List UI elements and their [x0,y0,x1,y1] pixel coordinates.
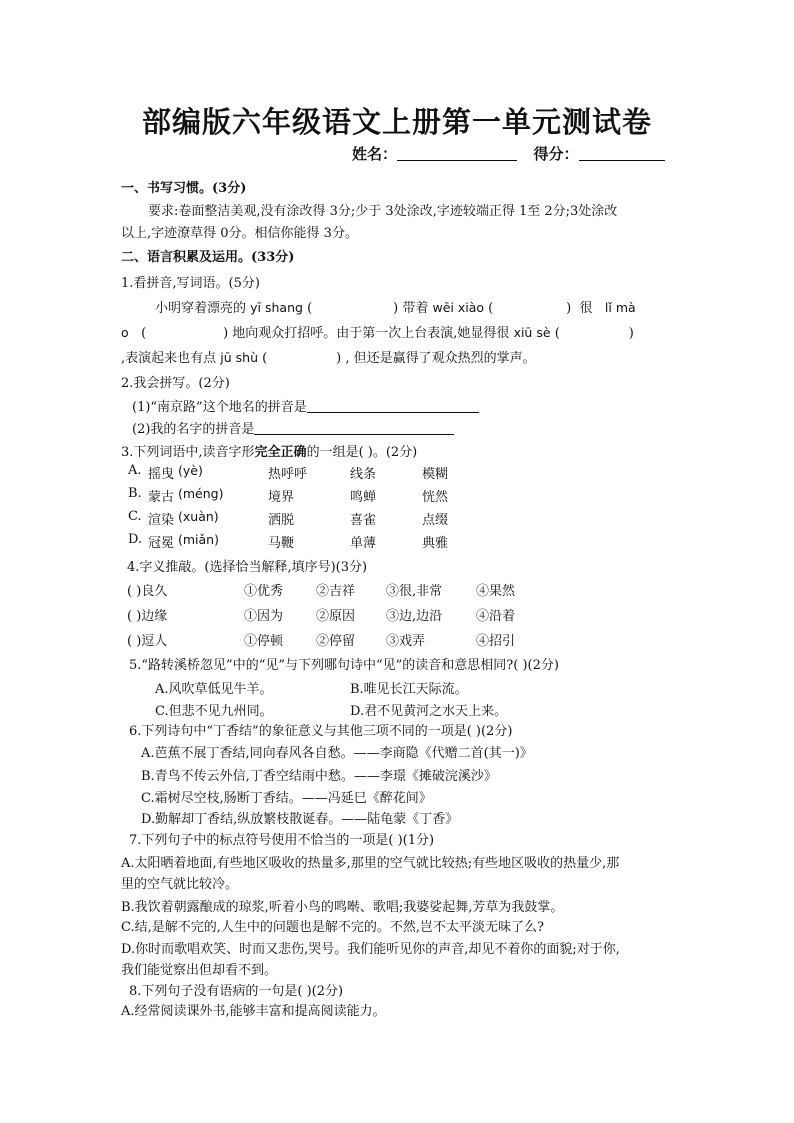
q6-option-b: B.青鸟不传云外信,丁香空结雨中愁。——李璟《摊破浣溪沙》 [141,769,497,784]
q4-choice: ③戏弄 [386,634,426,649]
name-label: 姓名： [352,145,398,163]
q3-option-word: 摇曳 [148,467,175,482]
q3-option-word: 洒脱 [268,513,295,528]
q4-title: 4.字义推敲。(选择恰当解释,填序号)(3分) [127,560,368,575]
q3-option-word: 模糊 [422,467,449,482]
q4-answer-item[interactable]: ( )良久 [127,584,168,599]
section-1-line-1: 要求:卷面整洁美观,没有涂改得 3分;少于 3处涂改,字迹较端正得 1至 2分;3处涂改 [148,204,618,219]
q6-title: 6.下列诗句中“丁香结”的象征意义与其他三项不同的一项是( )(2分) [129,724,513,739]
q8-option-a: A.经常阅读课外书,能够丰富和提高阅读能力。 [121,1004,386,1019]
q3-option-word: (miǎn) [178,532,219,547]
page-title: 部编版六年级语文上册第一单元测试卷 [141,105,652,139]
q1-line-3: ,表演起来也有点 jū shù ( ) , 但还是赢得了观众热烈的掌声。 [121,350,536,366]
section-1-heading: 一、书写习惯。(3分) [121,181,247,196]
pinyin: yī shang [250,300,303,315]
q4-choice: ④果然 [476,584,516,599]
q7-title: 7.下列句子中的标点符号使用不恰当的一项是( )(1分) [129,833,435,848]
q2-title: 2.我会拼写。(2分) [121,376,230,391]
section-2-heading: 二、语言积累及运用。(33分) [121,250,295,265]
q2-line-1 [132,396,479,415]
q1-text: , 但还是赢得了观众热烈的掌声。 [345,351,536,366]
q4-answer-item[interactable]: ( )逗人 [127,634,168,649]
q1-text: 地向观众打招呼。由于第一次上台表演,她显得很 [232,326,510,341]
q2-prompt: (2)我的名字的拼音是 [132,422,255,437]
pinyin: wēi xiào [432,300,485,315]
q3-title-text: 3.下列词语中,读音字形 [121,445,255,460]
q3-option-word: 马鞭 [268,536,295,551]
q1-title: 1.看拼音,写词语。(5分) [121,276,260,291]
answer-blank[interactable]: ( [488,301,494,316]
q3-option-word: (yè) [178,463,203,478]
q4-choice: ④沿着 [476,609,516,624]
q5-option-b: B.唯见长江天际流。 [350,682,468,697]
q7-option-c: C.结,是解不完的,人生中的问题也是解不完的。不然,岂不太平淡无味了么? [121,920,544,935]
q3-option-word: 线条 [350,467,377,482]
q3-option-word: 蒙古 [148,490,175,505]
q3-option-word: 渲染 [148,513,175,528]
q1-line-2: o ( ) 地向观众打招呼。由于第一次上台表演,她显得很 xiū sè ( ) [121,325,634,341]
answer-blank[interactable]: ( [262,351,268,366]
answer-blank[interactable]: ( [141,326,147,341]
q2-line-2 [132,418,454,437]
q4-choice: ②原因 [316,609,356,624]
section-1-line-2: 以上,字迹潦草得 0分。相信你能得 3分。 [121,226,358,241]
q3-option-word: 单薄 [350,536,377,551]
q7-option-b: B.我饮着朝露酿成的琼浆,听着小鸟的鸣啭、歌唱;我婆娑起舞,芳草为我鼓掌。 [121,900,564,915]
q5-title: 5.“路转溪桥忽见”中的“见”与下列哪句诗中“见”的读音和意思相同?( )(2分) [129,658,559,673]
q3-option-word: 境界 [268,490,295,505]
q3-option-word: 鸣蝉 [350,490,377,505]
q3-option-word: 喜雀 [350,513,377,528]
q4-choice: ②停留 [316,634,356,649]
answer-line[interactable] [307,398,479,413]
q3-title-text: 的一组是( )。(2分) [306,445,418,460]
q4-choice: ①因为 [244,609,284,624]
q3-title-emphasis: 完全正确 [254,445,307,460]
q1-text: 很 [579,301,593,316]
q4-choice: ①优秀 [244,584,284,599]
q3-option-letter: B. [128,486,142,501]
q6-option-a: A.芭蕉不展丁香结,同向春风各自愁。——李商隐《代赠二首(其一)》 [141,746,533,761]
q4-choice: ④招引 [476,634,516,649]
q3-option-word: 点缀 [422,513,449,528]
q7-option-a-line-2: 里的空气就比较冷。 [121,877,239,892]
q3-option-word: (xuàn) [178,509,219,524]
pinyin: xiū sè [513,325,551,340]
q4-choice: ②吉祥 [316,584,356,599]
q8-title: 8.下列句子没有语病的一句是( )(2分) [129,984,344,999]
score-blank[interactable] [579,146,665,161]
q6-option-d: D.勤解却丁香结,纵放繁枝散诞春。——陆龟蒙《丁香》 [141,812,459,827]
q4-choice: ③很,非常 [386,584,443,599]
q5-option-c: C.但悲不见九州同。 [155,704,273,719]
q4-answer-item[interactable]: ( )边缘 [127,609,168,624]
name-blank[interactable] [397,146,517,161]
answer-blank[interactable]: ( [554,326,560,341]
q3-option-word: 热呼呼 [268,467,308,482]
q6-option-c: C.霜树尽空枝,肠断丁香结。——冯延巳《醉花间》 [141,791,432,806]
score-label: 得分： [533,145,579,163]
q5-option-d: D.君不见黄河之水天上来。 [350,704,508,719]
q3-option-letter: A. [128,463,142,478]
q7-option-a-line-1: A.太阳晒着地面,有些地区吸收的热量多,那里的空气就比较热;有些地区吸收的热量少,那 [121,856,620,871]
answer-blank[interactable]: ( [307,301,313,316]
q7-option-d-line-2: 我们能觉察出但却看不到。 [121,963,278,978]
q1-text: 带着 [402,301,429,316]
q4-choice: ①停顿 [244,634,284,649]
q1-text: 小明穿着漂亮的 [155,301,247,316]
name-score-bar [352,143,665,164]
q5-option-a: A.风吹草低见牛羊。 [155,682,273,697]
pinyin: jū shù [220,350,259,365]
pinyin: lǐ mà [604,300,636,315]
pinyin: o [121,325,129,340]
q7-option-d-line-1: D.你时而歌唱欢笑、时而又悲伤,哭号。我们能听见你的声音,却见不着你的面貌;对于你, [121,942,620,957]
q3-option-letter: C. [128,509,142,524]
q1-text: ,表演起来也有点 [121,351,217,366]
q3-option-word: 冠冕 [148,536,175,551]
q3-option-word: 恍然 [422,490,449,505]
q3-title [121,441,417,460]
q4-choice: ③边,边沿 [386,609,443,624]
q3-option-letter: D. [128,532,143,547]
q3-option-word: 典雅 [422,536,449,551]
q2-prompt: (1)“南京路”这个地名的拼音是 [132,400,307,415]
q1-line-1: 小明穿着漂亮的 yī shang ( ) 带着 wēi xiào ( ) 很 lǐ mà [155,300,636,316]
answer-line[interactable] [254,420,454,435]
q3-option-word: (méng) [178,486,224,501]
